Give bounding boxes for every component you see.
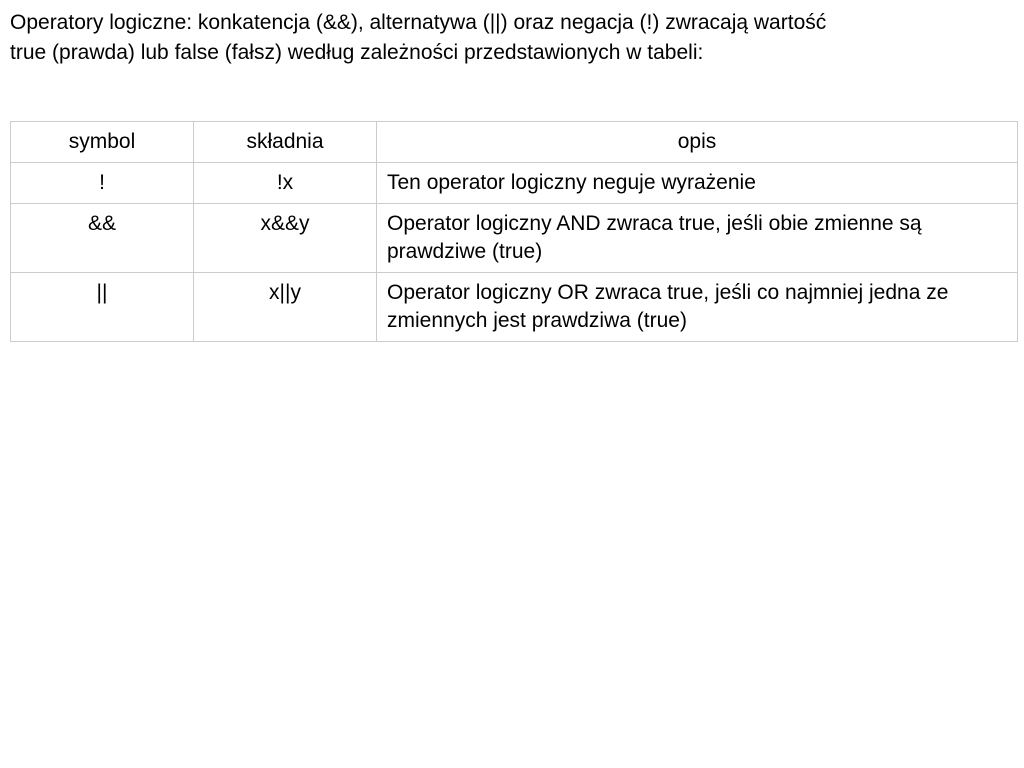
table-row xyxy=(11,273,1018,342)
header-syntax: składnia xyxy=(194,122,377,163)
intro-line-1: Operatory logiczne: konkatencja (&&), alternatywa (||) oraz negacja (!) zwracają wartość xyxy=(10,11,827,34)
cell-description: Ten operator logiczny neguje wyrażenie xyxy=(377,163,1018,204)
table-header-row xyxy=(11,122,1018,163)
cell-description: Operator logiczny AND zwraca true, jeśli obie zmienne są prawdziwe (true) xyxy=(377,204,1018,273)
intro-paragraph xyxy=(10,8,1016,68)
table-row xyxy=(11,163,1018,204)
intro-line-2: true (prawda) lub false (fałsz) według zależności przedstawionych w tabeli: xyxy=(10,41,704,64)
operators-table xyxy=(10,121,1018,342)
cell-syntax: x&&y xyxy=(194,204,377,273)
cell-symbol: ! xyxy=(11,163,194,204)
cell-syntax: x||y xyxy=(194,273,377,342)
cell-symbol: && xyxy=(11,204,194,273)
cell-syntax: !x xyxy=(194,163,377,204)
cell-symbol: || xyxy=(11,273,194,342)
header-symbol: symbol xyxy=(11,122,194,163)
header-description: opis xyxy=(377,122,1018,163)
cell-description: Operator logiczny OR zwraca true, jeśli co najmniej jedna ze zmiennych jest prawdziwa (true) xyxy=(377,273,1018,342)
table-row xyxy=(11,204,1018,273)
